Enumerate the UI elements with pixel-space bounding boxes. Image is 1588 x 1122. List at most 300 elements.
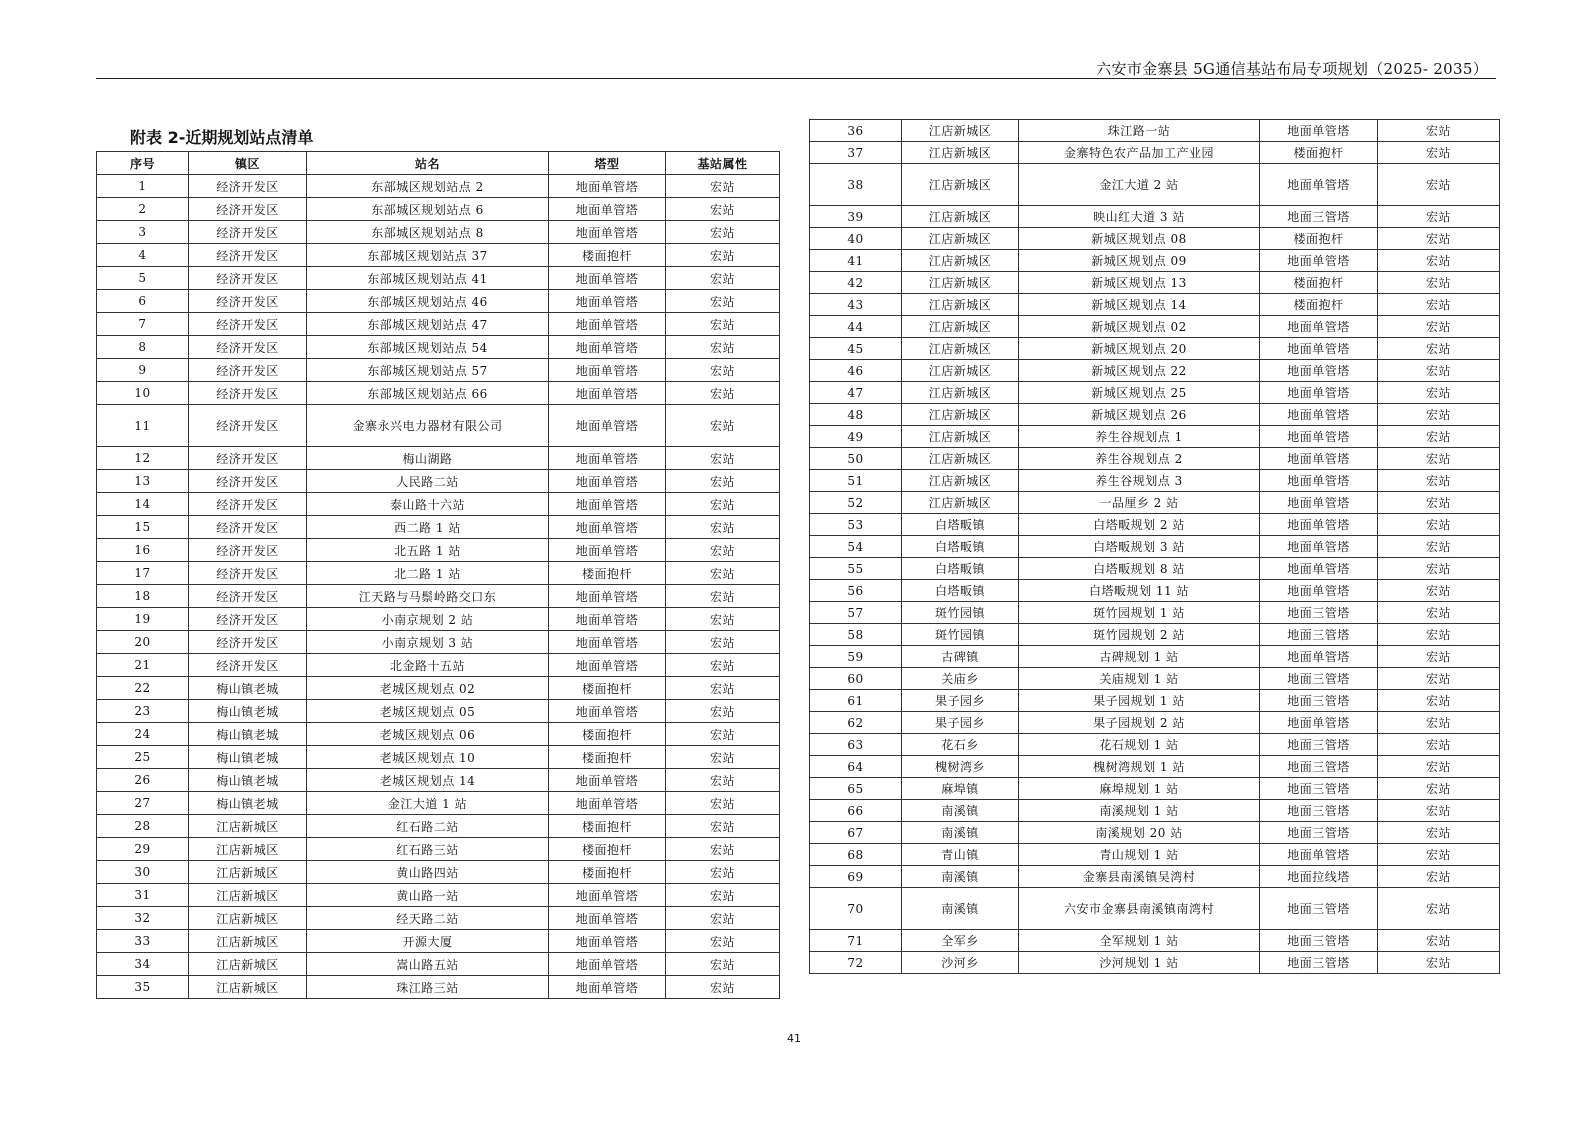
cell-tower-type: 地面单管塔 (1260, 712, 1378, 734)
cell-tower-type: 楼面抱杆 (549, 815, 666, 838)
cell-site-name: 东部城区规划站点 57 (307, 359, 549, 382)
cell-station-type: 宏站 (1378, 624, 1500, 646)
cell-index: 10 (97, 382, 189, 405)
cell-index: 64 (810, 756, 902, 778)
cell-town: 白塔畈镇 (902, 558, 1019, 580)
cell-station-type: 宏站 (666, 769, 780, 792)
cell-index: 45 (810, 338, 902, 360)
table-row (97, 221, 780, 244)
cell-station-type: 宏站 (1378, 426, 1500, 448)
cell-town: 经济开发区 (189, 336, 307, 359)
cell-site-name: 新城区规划点 13 (1019, 272, 1260, 294)
cell-site-name: 白塔畈规划 3 站 (1019, 536, 1260, 558)
cell-town: 江店新城区 (189, 838, 307, 861)
cell-index: 37 (810, 142, 902, 164)
cell-town: 梅山镇老城 (189, 746, 307, 769)
table-row (97, 198, 780, 221)
cell-tower-type: 地面单管塔 (549, 470, 666, 493)
cell-tower-type: 地面三管塔 (1260, 800, 1378, 822)
cell-index: 15 (97, 516, 189, 539)
cell-tower-type: 楼面抱杆 (549, 562, 666, 585)
cell-station-type: 宏站 (1378, 602, 1500, 624)
cell-tower-type: 地面单管塔 (549, 198, 666, 221)
cell-town: 白塔畈镇 (902, 514, 1019, 536)
cell-tower-type: 地面三管塔 (1260, 930, 1378, 952)
cell-site-name: 北五路 1 站 (307, 539, 549, 562)
cell-station-type: 宏站 (1378, 164, 1500, 206)
cell-town: 江店新城区 (189, 930, 307, 953)
cell-station-type: 宏站 (666, 244, 780, 267)
cell-site-name: 东部城区规划站点 47 (307, 313, 549, 336)
cell-index: 68 (810, 844, 902, 866)
cell-town: 梅山镇老城 (189, 792, 307, 815)
cell-site-name: 新城区规划点 25 (1019, 382, 1260, 404)
cell-index: 65 (810, 778, 902, 800)
table-row (810, 888, 1500, 930)
cell-tower-type: 地面单管塔 (1260, 514, 1378, 536)
site-table-left (96, 151, 780, 999)
cell-tower-type: 地面单管塔 (549, 539, 666, 562)
cell-index: 26 (97, 769, 189, 792)
cell-town: 江店新城区 (189, 953, 307, 976)
cell-site-name: 东部城区规划站点 46 (307, 290, 549, 313)
cell-site-name: 果子园规划 2 站 (1019, 712, 1260, 734)
cell-site-name: 白塔畈规划 2 站 (1019, 514, 1260, 536)
cell-site-name: 槐树湾规划 1 站 (1019, 756, 1260, 778)
cell-town: 江店新城区 (902, 382, 1019, 404)
cell-station-type: 宏站 (666, 953, 780, 976)
cell-index: 25 (97, 746, 189, 769)
cell-town: 江店新城区 (902, 426, 1019, 448)
cell-town: 江店新城区 (902, 404, 1019, 426)
table-row (810, 206, 1500, 228)
cell-town: 南溪镇 (902, 800, 1019, 822)
cell-station-type: 宏站 (666, 654, 780, 677)
cell-town: 梅山镇老城 (189, 769, 307, 792)
table-row (97, 382, 780, 405)
cell-town: 经济开发区 (189, 608, 307, 631)
cell-town: 经济开发区 (189, 654, 307, 677)
table-row (97, 336, 780, 359)
cell-tower-type: 地面单管塔 (549, 654, 666, 677)
table-row (810, 734, 1500, 756)
cell-tower-type: 地面拉线塔 (1260, 866, 1378, 888)
cell-tower-type: 地面单管塔 (549, 516, 666, 539)
cell-index: 34 (97, 953, 189, 976)
cell-station-type: 宏站 (1378, 514, 1500, 536)
cell-station-type: 宏站 (666, 470, 780, 493)
cell-tower-type: 地面单管塔 (1260, 120, 1378, 142)
table-row (810, 668, 1500, 690)
cell-tower-type: 地面单管塔 (549, 700, 666, 723)
cell-station-type: 宏站 (1378, 952, 1500, 974)
cell-tower-type: 地面单管塔 (1260, 338, 1378, 360)
cell-town: 果子园乡 (902, 690, 1019, 712)
cell-station-type: 宏站 (666, 313, 780, 336)
cell-site-name: 东部城区规划站点 54 (307, 336, 549, 359)
cell-tower-type: 地面单管塔 (1260, 316, 1378, 338)
cell-site-name: 珠江路三站 (307, 976, 549, 999)
cell-town: 槐树湾乡 (902, 756, 1019, 778)
cell-town: 江店新城区 (902, 360, 1019, 382)
cell-index: 66 (810, 800, 902, 822)
site-table-left-body (97, 175, 780, 999)
cell-index: 62 (810, 712, 902, 734)
cell-town: 麻埠镇 (902, 778, 1019, 800)
cell-station-type: 宏站 (666, 723, 780, 746)
cell-index: 32 (97, 907, 189, 930)
table-row (810, 624, 1500, 646)
cell-station-type: 宏站 (1378, 866, 1500, 888)
cell-site-name: 东部城区规划站点 41 (307, 267, 549, 290)
cell-tower-type: 地面单管塔 (1260, 492, 1378, 514)
cell-town: 经济开发区 (189, 516, 307, 539)
cell-town: 南溪镇 (902, 866, 1019, 888)
cell-town: 古碑镇 (902, 646, 1019, 668)
cell-station-type: 宏站 (666, 221, 780, 244)
cell-town: 江店新城区 (189, 884, 307, 907)
cell-index: 70 (810, 888, 902, 930)
table-row (97, 792, 780, 815)
table-row (810, 228, 1500, 250)
cell-tower-type: 地面单管塔 (1260, 844, 1378, 866)
cell-site-name: 红石路三站 (307, 838, 549, 861)
table-row (810, 646, 1500, 668)
table-row (810, 778, 1500, 800)
cell-index: 22 (97, 677, 189, 700)
table-row (810, 250, 1500, 272)
cell-town: 经济开发区 (189, 290, 307, 313)
cell-station-type: 宏站 (666, 562, 780, 585)
cell-tower-type: 地面单管塔 (549, 608, 666, 631)
cell-town: 斑竹园镇 (902, 602, 1019, 624)
cell-station-type: 宏站 (1378, 756, 1500, 778)
cell-town: 江店新城区 (902, 448, 1019, 470)
cell-town: 青山镇 (902, 844, 1019, 866)
cell-town: 经济开发区 (189, 539, 307, 562)
cell-station-type: 宏站 (1378, 142, 1500, 164)
cell-site-name: 老城区规划点 05 (307, 700, 549, 723)
cell-site-name: 白塔畈规划 11 站 (1019, 580, 1260, 602)
cell-station-type: 宏站 (1378, 646, 1500, 668)
table-row (97, 930, 780, 953)
table-row (810, 712, 1500, 734)
cell-tower-type: 地面单管塔 (1260, 470, 1378, 492)
cell-town: 经济开发区 (189, 221, 307, 244)
table-row (810, 536, 1500, 558)
cell-tower-type: 地面单管塔 (1260, 426, 1378, 448)
table-row (97, 493, 780, 516)
cell-town: 江店新城区 (902, 228, 1019, 250)
cell-station-type: 宏站 (1378, 558, 1500, 580)
cell-site-name: 养生谷规划点 1 (1019, 426, 1260, 448)
cell-index: 40 (810, 228, 902, 250)
cell-tower-type: 楼面抱杆 (549, 677, 666, 700)
table-row (810, 800, 1500, 822)
cell-site-name: 金寨县南溪镇吴湾村 (1019, 866, 1260, 888)
cell-site-name: 南溪规划 20 站 (1019, 822, 1260, 844)
cell-index: 27 (97, 792, 189, 815)
table-row (810, 756, 1500, 778)
cell-index: 1 (97, 175, 189, 198)
cell-town: 经济开发区 (189, 631, 307, 654)
cell-town: 经济开发区 (189, 447, 307, 470)
cell-index: 53 (810, 514, 902, 536)
table-row (97, 769, 780, 792)
cell-station-type: 宏站 (666, 493, 780, 516)
cell-town: 经济开发区 (189, 382, 307, 405)
cell-index: 20 (97, 631, 189, 654)
cell-index: 18 (97, 585, 189, 608)
cell-town: 斑竹园镇 (902, 624, 1019, 646)
cell-town: 白塔畈镇 (902, 580, 1019, 602)
cell-site-name: 南溪规划 1 站 (1019, 800, 1260, 822)
cell-index: 17 (97, 562, 189, 585)
table-row (810, 316, 1500, 338)
cell-station-type: 宏站 (666, 359, 780, 382)
cell-site-name: 一品厘乡 2 站 (1019, 492, 1260, 514)
table-row (97, 359, 780, 382)
cell-tower-type: 地面单管塔 (549, 336, 666, 359)
table-row (810, 338, 1500, 360)
cell-town: 经济开发区 (189, 470, 307, 493)
cell-town: 经济开发区 (189, 562, 307, 585)
cell-site-name: 花石规划 1 站 (1019, 734, 1260, 756)
cell-site-name: 养生谷规划点 3 (1019, 470, 1260, 492)
cell-station-type: 宏站 (1378, 338, 1500, 360)
cell-town: 南溪镇 (902, 822, 1019, 844)
cell-index: 29 (97, 838, 189, 861)
cell-index: 2 (97, 198, 189, 221)
cell-index: 54 (810, 536, 902, 558)
cell-site-name: 沙河规划 1 站 (1019, 952, 1260, 974)
cell-index: 31 (97, 884, 189, 907)
cell-town: 江店新城区 (189, 815, 307, 838)
table-row (810, 558, 1500, 580)
cell-site-name: 嵩山路五站 (307, 953, 549, 976)
cell-town: 梅山镇老城 (189, 723, 307, 746)
cell-tower-type: 楼面抱杆 (549, 861, 666, 884)
cell-index: 50 (810, 448, 902, 470)
cell-tower-type: 地面单管塔 (549, 930, 666, 953)
cell-index: 51 (810, 470, 902, 492)
cell-station-type: 宏站 (666, 336, 780, 359)
cell-tower-type: 地面单管塔 (549, 769, 666, 792)
cell-town: 经济开发区 (189, 267, 307, 290)
cell-index: 46 (810, 360, 902, 382)
table-header-row (97, 152, 780, 175)
cell-site-name: 关庙规划 1 站 (1019, 668, 1260, 690)
cell-index: 58 (810, 624, 902, 646)
table-row (810, 866, 1500, 888)
cell-station-type: 宏站 (666, 861, 780, 884)
table-row (97, 585, 780, 608)
cell-index: 42 (810, 272, 902, 294)
table-row (810, 404, 1500, 426)
cell-site-name: 北金路十五站 (307, 654, 549, 677)
cell-index: 5 (97, 267, 189, 290)
table-row (97, 539, 780, 562)
cell-tower-type: 地面单管塔 (1260, 536, 1378, 558)
cell-station-type: 宏站 (1378, 712, 1500, 734)
cell-site-name: 泰山路十六站 (307, 493, 549, 516)
cell-town: 经济开发区 (189, 405, 307, 447)
cell-station-type: 宏站 (666, 382, 780, 405)
cell-town: 江店新城区 (902, 316, 1019, 338)
table-row (810, 294, 1500, 316)
cell-tower-type: 地面单管塔 (549, 175, 666, 198)
table-row (97, 723, 780, 746)
cell-tower-type: 楼面抱杆 (549, 244, 666, 267)
cell-station-type: 宏站 (666, 175, 780, 198)
cell-station-type: 宏站 (666, 792, 780, 815)
cell-town: 江店新城区 (902, 120, 1019, 142)
cell-index: 59 (810, 646, 902, 668)
cell-station-type: 宏站 (1378, 536, 1500, 558)
cell-index: 72 (810, 952, 902, 974)
cell-site-name: 梅山湖路 (307, 447, 549, 470)
cell-town: 经济开发区 (189, 585, 307, 608)
cell-site-name: 新城区规划点 26 (1019, 404, 1260, 426)
cell-index: 39 (810, 206, 902, 228)
cell-site-name: 麻埠规划 1 站 (1019, 778, 1260, 800)
cell-index: 47 (810, 382, 902, 404)
cell-tower-type: 地面单管塔 (549, 976, 666, 999)
table-row (97, 953, 780, 976)
cell-town: 江店新城区 (902, 250, 1019, 272)
cell-tower-type: 地面单管塔 (549, 493, 666, 516)
cell-tower-type: 地面单管塔 (1260, 382, 1378, 404)
cell-station-type: 宏站 (666, 198, 780, 221)
table-row (810, 164, 1500, 206)
cell-tower-type: 地面三管塔 (1260, 668, 1378, 690)
cell-town: 江店新城区 (902, 294, 1019, 316)
cell-station-type: 宏站 (1378, 470, 1500, 492)
cell-station-type: 宏站 (666, 746, 780, 769)
table-row (97, 267, 780, 290)
cell-station-type: 宏站 (1378, 316, 1500, 338)
cell-station-type: 宏站 (666, 267, 780, 290)
table-row (810, 930, 1500, 952)
table-row (810, 360, 1500, 382)
table-row (97, 608, 780, 631)
table-row (810, 690, 1500, 712)
cell-tower-type: 地面单管塔 (549, 631, 666, 654)
cell-station-type: 宏站 (666, 677, 780, 700)
cell-index: 3 (97, 221, 189, 244)
table-row (97, 244, 780, 267)
cell-tower-type: 楼面抱杆 (549, 838, 666, 861)
table-row (97, 677, 780, 700)
cell-station-type: 宏站 (1378, 844, 1500, 866)
table-row (810, 514, 1500, 536)
table-row (97, 470, 780, 493)
cell-station-type: 宏站 (1378, 272, 1500, 294)
table-row (810, 426, 1500, 448)
site-table-right (809, 119, 1500, 974)
cell-town: 江店新城区 (189, 861, 307, 884)
cell-index: 35 (97, 976, 189, 999)
cell-index: 19 (97, 608, 189, 631)
cell-tower-type: 地面三管塔 (1260, 888, 1378, 930)
table-row (97, 631, 780, 654)
cell-station-type: 宏站 (1378, 822, 1500, 844)
cell-index: 55 (810, 558, 902, 580)
cell-town: 经济开发区 (189, 313, 307, 336)
cell-town: 梅山镇老城 (189, 677, 307, 700)
cell-site-name: 金江大道 2 站 (1019, 164, 1260, 206)
cell-tower-type: 地面三管塔 (1260, 778, 1378, 800)
cell-index: 30 (97, 861, 189, 884)
cell-site-name: 金江大道 1 站 (307, 792, 549, 815)
cell-station-type: 宏站 (1378, 120, 1500, 142)
cell-station-type: 宏站 (666, 976, 780, 999)
cell-site-name: 新城区规划点 09 (1019, 250, 1260, 272)
cell-site-name: 六安市金寨县南溪镇南湾村 (1019, 888, 1260, 930)
cell-index: 71 (810, 930, 902, 952)
cell-tower-type: 地面单管塔 (549, 792, 666, 815)
cell-site-name: 老城区规划点 02 (307, 677, 549, 700)
header-rule (96, 78, 1496, 79)
cell-index: 4 (97, 244, 189, 267)
cell-town: 江店新城区 (902, 338, 1019, 360)
cell-site-name: 江天路与马鬃岭路交口东 (307, 585, 549, 608)
cell-town: 果子园乡 (902, 712, 1019, 734)
table-caption: 附表 2-近期规划站点清单 (130, 128, 314, 147)
cell-site-name: 果子园规划 1 站 (1019, 690, 1260, 712)
cell-site-name: 老城区规划点 10 (307, 746, 549, 769)
table-row (97, 516, 780, 539)
cell-site-name: 东部城区规划站点 66 (307, 382, 549, 405)
cell-tower-type: 地面单管塔 (549, 953, 666, 976)
cell-site-name: 青山规划 1 站 (1019, 844, 1260, 866)
cell-station-type: 宏站 (666, 608, 780, 631)
cell-town: 经济开发区 (189, 244, 307, 267)
cell-town: 江店新城区 (189, 907, 307, 930)
cell-town: 南溪镇 (902, 888, 1019, 930)
cell-tower-type: 地面单管塔 (1260, 558, 1378, 580)
cell-site-name: 全军规划 1 站 (1019, 930, 1260, 952)
column-header-site-name: 站名 (307, 152, 549, 175)
cell-index: 56 (810, 580, 902, 602)
table-row (97, 884, 780, 907)
cell-station-type: 宏站 (1378, 294, 1500, 316)
cell-site-name: 金寨特色农产品加工产业园 (1019, 142, 1260, 164)
cell-site-name: 珠江路一站 (1019, 120, 1260, 142)
cell-town: 梅山镇老城 (189, 700, 307, 723)
cell-tower-type: 楼面抱杆 (1260, 294, 1378, 316)
cell-site-name: 古碑规划 1 站 (1019, 646, 1260, 668)
cell-tower-type: 地面三管塔 (1260, 206, 1378, 228)
cell-station-type: 宏站 (666, 815, 780, 838)
cell-site-name: 白塔畈规划 8 站 (1019, 558, 1260, 580)
document-header-title: 六安市金寨县 5G通信基站布局专项规划（2025- 2035） (1096, 60, 1488, 78)
cell-station-type: 宏站 (1378, 360, 1500, 382)
cell-station-type: 宏站 (666, 930, 780, 953)
cell-tower-type: 地面单管塔 (1260, 580, 1378, 602)
cell-site-name: 西二路 1 站 (307, 516, 549, 539)
cell-station-type: 宏站 (666, 907, 780, 930)
cell-site-name: 北二路 1 站 (307, 562, 549, 585)
cell-site-name: 东部城区规划站点 37 (307, 244, 549, 267)
cell-town: 江店新城区 (902, 470, 1019, 492)
cell-site-name: 老城区规划点 06 (307, 723, 549, 746)
table-row (97, 838, 780, 861)
cell-town: 花石乡 (902, 734, 1019, 756)
cell-index: 23 (97, 700, 189, 723)
cell-town: 江店新城区 (902, 164, 1019, 206)
cell-site-name: 斑竹园规划 2 站 (1019, 624, 1260, 646)
